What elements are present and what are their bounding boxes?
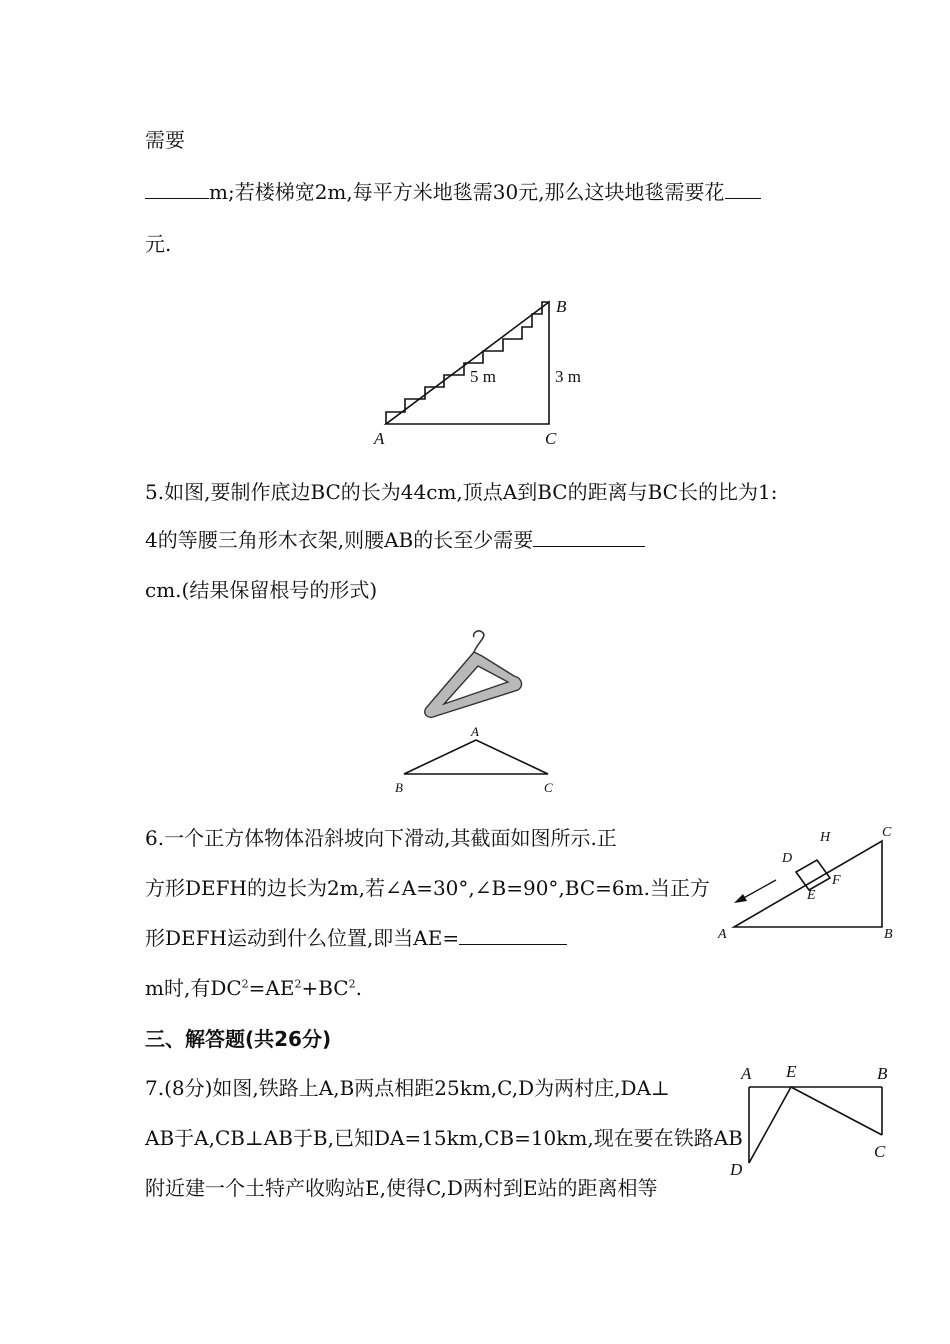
superscript-2: 2 — [294, 977, 302, 991]
q6-text-line1: 6.一个正方体物体沿斜坡向下滑动,其截面如图所示.正 — [145, 826, 617, 850]
label-C: C — [874, 1142, 886, 1161]
q5-line2-text: 4的等腰三角形木衣架,则腰AB的长至少需要 — [145, 528, 534, 552]
q7-text-line2: AB于A,CB⊥AB于B,已知DA=15km,CB=10km,现在要在铁路AB — [145, 1126, 743, 1150]
superscript-2: 2 — [241, 977, 249, 991]
label-hypotenuse: 5 m — [470, 367, 496, 386]
label-E: E — [786, 1062, 797, 1081]
segment-DE — [749, 1087, 791, 1163]
q7-text-line3: 附近建一个土特产收购站E,使得C,D两村到E站的距离相等 — [145, 1176, 658, 1200]
slide-arrow-shaft — [740, 880, 776, 900]
segment-EC — [791, 1087, 882, 1135]
label-height: 3 m — [555, 367, 581, 386]
railway-figure — [725, 1060, 915, 1190]
hanger-hook-icon — [474, 631, 484, 652]
label-C: C — [882, 825, 892, 840]
q4-line2-text: m;若楼梯宽2m,每平方米地毯需30元,那么这块地毯需要花 — [209, 180, 725, 204]
q7-text-line1: 7.(8分)如图,铁路上A,B两点相距25km,C,D为两村庄,DA⊥ — [145, 1076, 670, 1100]
label-A: A — [374, 429, 385, 448]
label-D: D — [782, 851, 793, 866]
answer-blank[interactable] — [725, 178, 761, 199]
q6-text-line4 — [145, 974, 362, 1002]
q4-text-line2 — [145, 178, 761, 206]
hanger-icon — [425, 652, 522, 717]
q5-text-line2 — [145, 526, 645, 554]
q6-line4-part: =AE — [248, 976, 295, 1000]
answer-blank[interactable] — [459, 924, 567, 945]
q6-text-line2: 方形DEFH的边长为2m,若∠A=30°,∠B=90°,BC=6m.当正方 — [145, 876, 710, 900]
label-F: F — [832, 873, 841, 888]
label-B: B — [395, 780, 403, 795]
label-A: A — [471, 724, 479, 739]
label-A: A — [741, 1064, 752, 1083]
label-C: C — [545, 429, 557, 448]
section-heading: 三、解答题(共26分) — [145, 1027, 332, 1051]
hanger-figure — [390, 630, 570, 800]
slope-triangle — [734, 841, 882, 927]
label-B: B — [877, 1064, 888, 1083]
label-D: D — [730, 1160, 743, 1179]
q6-line4-part: . — [355, 976, 362, 1000]
slide-arrow-icon — [734, 894, 747, 903]
label-B: B — [556, 297, 567, 316]
label-H: H — [820, 830, 831, 845]
label-E: E — [807, 888, 816, 903]
answer-blank[interactable] — [145, 178, 209, 199]
q6-line4-part: m时,有DC — [145, 976, 242, 1000]
staircase-figure — [370, 290, 600, 455]
label-B: B — [884, 927, 893, 942]
label-C: C — [544, 780, 553, 795]
slope-figure — [710, 820, 910, 950]
q5-text-line3: cm.(结果保留根号的形式) — [145, 578, 378, 602]
q4-text-line1: 需要 — [145, 128, 185, 152]
q6-text-line3 — [145, 924, 567, 952]
superscript-2: 2 — [348, 977, 356, 991]
label-A: A — [718, 927, 727, 942]
q6-line3-text: 形DEFH运动到什么位置,即当AE= — [145, 926, 460, 950]
q4-text-line3: 元. — [145, 232, 172, 256]
isosceles-triangle — [404, 740, 548, 774]
answer-blank[interactable] — [533, 526, 645, 547]
q6-line4-part: +BC — [301, 976, 349, 1000]
q5-text-line1: 5.如图,要制作底边BC的长为44cm,顶点A到BC的距离与BC长的比为1: — [145, 480, 778, 504]
